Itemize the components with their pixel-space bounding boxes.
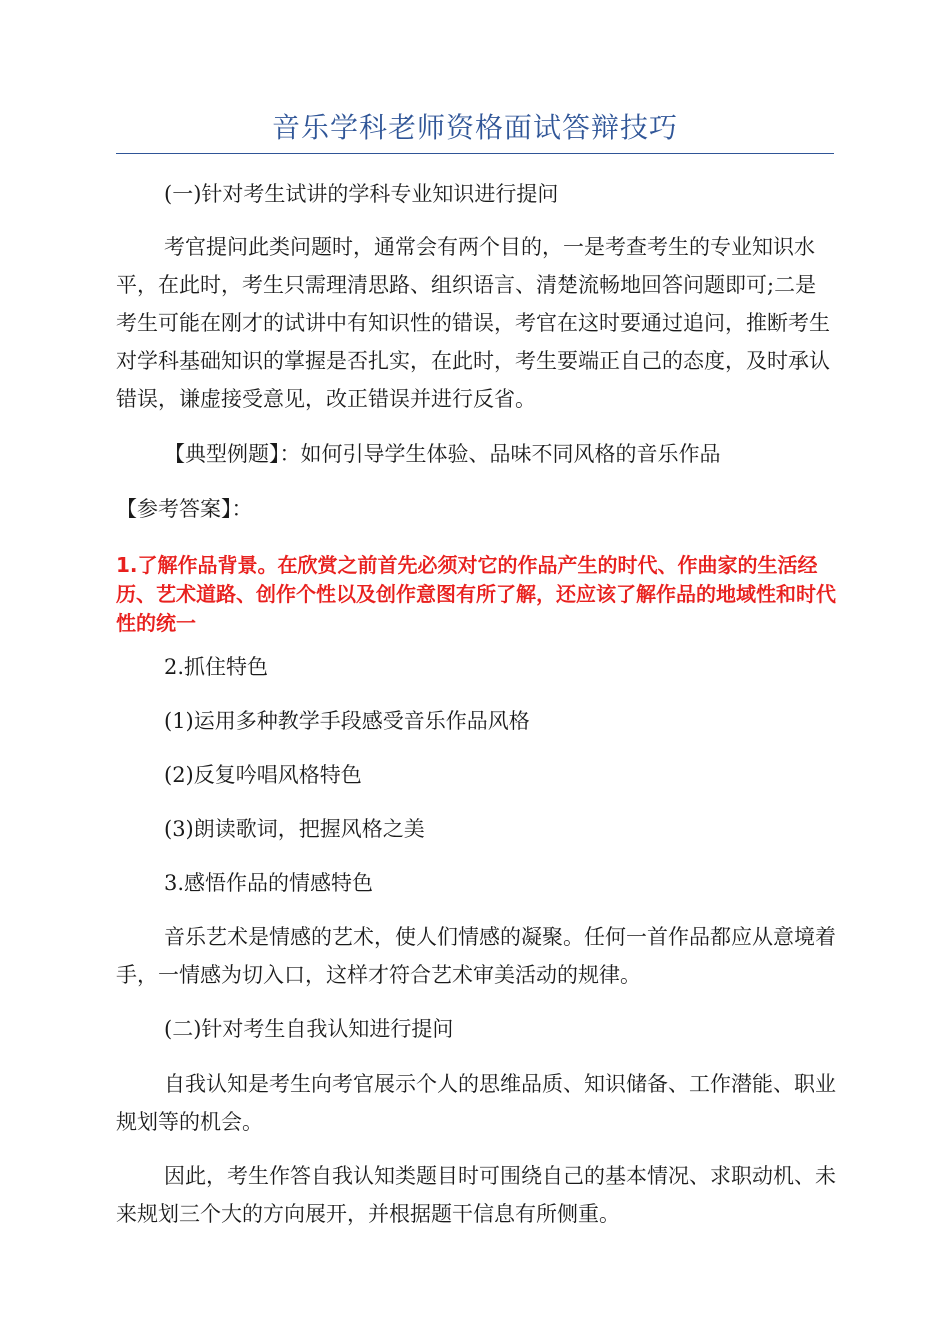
sub-point-3: (3)朗读歌词，把握风格之美 <box>164 817 425 841</box>
title-underline <box>116 153 834 154</box>
point-2: 2.抓住特色 <box>164 655 269 679</box>
example-question: 【典型例题】：如何引导学生体验、品味不同风格的音乐作品 <box>164 442 721 466</box>
sub-point-2: (2)反复吟唱风格特色 <box>164 763 362 787</box>
paragraph-self-cognition: 自我认知是考生向考官展示个人的思维品质、知识储备、工作潜能、职业规划等的机会。 <box>116 1072 836 1134</box>
section-heading-1: (一)针对考生试讲的学科专业知识进行提问 <box>164 182 559 206</box>
point-3: 3.感悟作品的情感特色 <box>164 871 374 895</box>
paragraph-emotion: 音乐艺术是情感的艺术，使人们情感的凝聚。任何一首作品都应从意境着手，一情感为切入口，这样才符合艺术审美活动的规律。 <box>116 925 836 987</box>
paragraph-conclusion: 因此，考生作答自我认知类题目时可围绕自己的基本情况、求职动机、未来规划三个大的方向展开，并根据题干信息有所侧重。 <box>116 1164 836 1226</box>
highlight-point-1: 1.了解作品背景。在欣赏之前首先必须对它的作品产生的时代、作曲家的生活经历、艺术道路、创作个性以及创作意图有所了解，还应该了解作品的地域性和时代性的统一 <box>116 553 836 635</box>
sub-point-1: (1)运用多种教学手段感受音乐作品风格 <box>164 709 530 733</box>
section-heading-2: (二)针对考生自我认知进行提问 <box>164 1017 454 1041</box>
page-title: 音乐学科老师资格面试答辩技巧 <box>271 111 678 144</box>
paragraph-intro: 考官提问此类问题时，通常会有两个目的，一是考查考生的专业知识水平，在此时，考生只需理清思路、组织语言、清楚流畅地回答问题即可;二是考生可能在刚才的试讲中有知识性的错误，考官在这时要通过追问，推断考生对学科基础知识的掌握是否扎实，在此时，考生要端正自己的态度，及时承认错误，谦虚接受意见，改正错误并进行反省。 <box>116 235 830 411</box>
answer-label: 【参考答案】： <box>116 497 253 521</box>
